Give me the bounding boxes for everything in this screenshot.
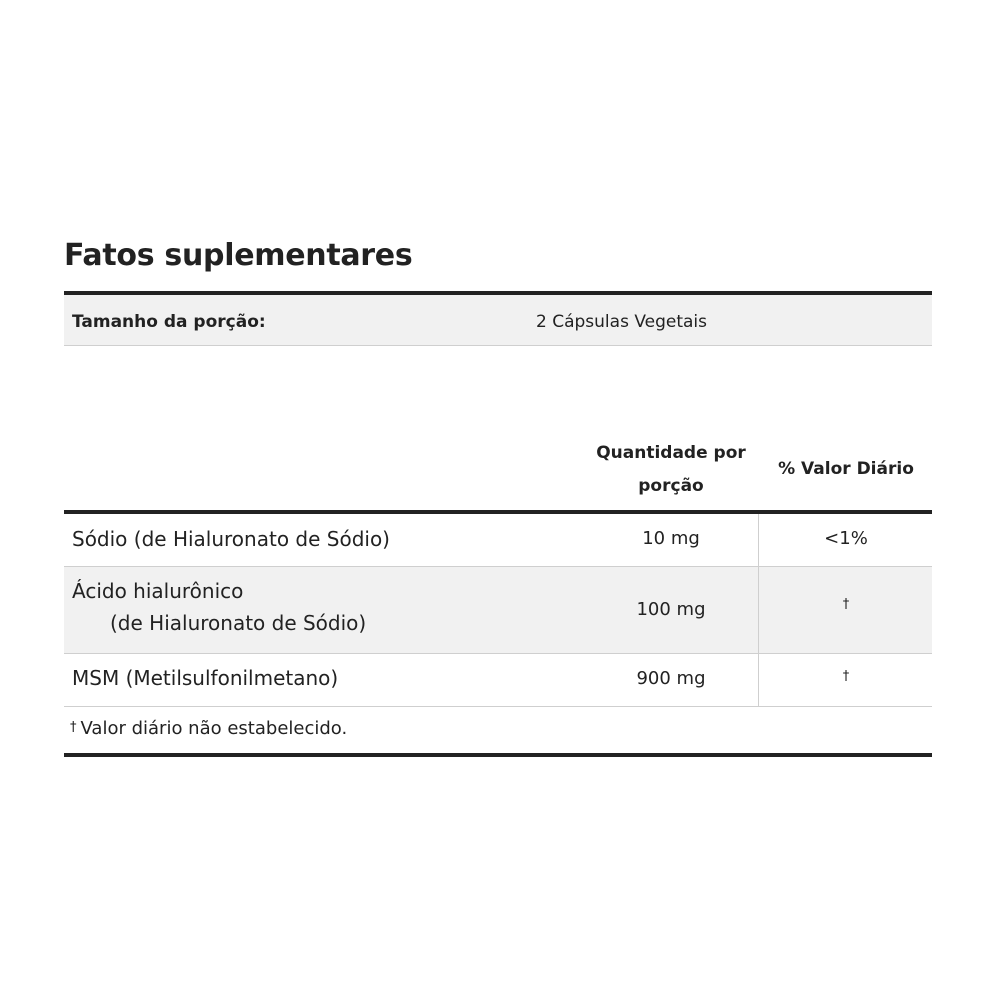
footnote	[70, 718, 347, 739]
nutrient-name	[72, 579, 366, 635]
table-bottom-rule	[64, 753, 932, 757]
amount-header-line-2: porção	[638, 476, 704, 496]
daily-value: †	[842, 597, 850, 612]
table-row	[64, 654, 932, 707]
daily-value-header: % Valor Diário	[778, 459, 914, 479]
table-row	[64, 567, 932, 654]
nutrient-amount: 10 mg	[642, 528, 700, 549]
nutrient-name-source: (de Hialuronato de Sódio)	[110, 611, 367, 635]
footnote-text: Valor diário não estabelecido.	[80, 718, 348, 739]
footnote-symbol: †	[70, 720, 77, 735]
serving-size-row	[64, 291, 932, 346]
daily-value-cell	[758, 654, 933, 706]
serving-size-label: Tamanho da porção:	[72, 312, 266, 332]
amount-per-serving-header	[582, 437, 760, 503]
daily-value-cell	[758, 514, 933, 566]
amount-header-line-1: Quantidade por	[596, 443, 746, 463]
daily-value: <1%	[824, 528, 868, 549]
nutrient-amount: 100 mg	[636, 599, 706, 620]
nutrient-name: MSM (Metilsulfonilmetano)	[72, 666, 339, 690]
nutrient-name-main: Ácido hialurônico	[72, 579, 244, 603]
page-title: Fatos suplementares	[64, 238, 413, 273]
daily-value: †	[842, 669, 850, 684]
serving-size-value: 2 Cápsulas Vegetais	[536, 312, 708, 332]
nutrient-amount: 900 mg	[636, 668, 706, 689]
table-row	[64, 514, 932, 567]
daily-value-cell	[758, 567, 933, 653]
nutrient-name: Sódio (de Hialuronato de Sódio)	[72, 527, 390, 551]
